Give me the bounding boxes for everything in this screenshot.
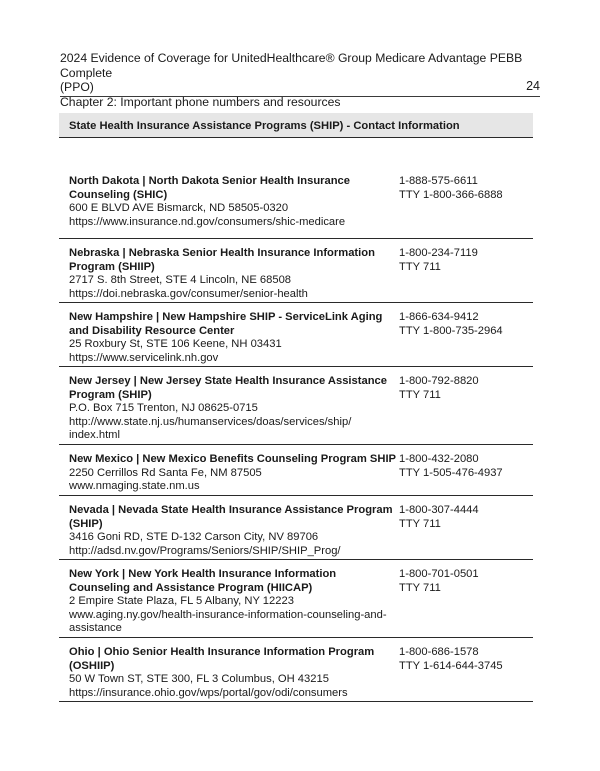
page-number: 24 bbox=[526, 79, 540, 93]
phone-cell bbox=[398, 646, 533, 701]
program-info-cell bbox=[59, 568, 398, 637]
program-name: Nevada | Nevada State Health Insurance Assistance Program (SHIP) bbox=[69, 504, 393, 530]
phone-cell bbox=[398, 375, 533, 444]
ship-contact-table bbox=[59, 113, 533, 702]
table-row bbox=[59, 445, 533, 496]
program-name: New Mexico | New Mexico Benefits Counseling Program SHIP bbox=[69, 453, 397, 465]
program-address: 2250 Cerrillos Rd Santa Fe, NM 87505 bbox=[69, 466, 262, 479]
document-title-line-2: (PPO) bbox=[60, 80, 94, 94]
phone-cell bbox=[398, 311, 533, 366]
phone-number: 1-800-701-0501 bbox=[399, 568, 479, 580]
program-name: New Jersey | New Jersey State Health Insurance Assistance Program (SHIP) bbox=[69, 375, 387, 401]
phone-cell bbox=[398, 504, 533, 559]
program-website-link[interactable]: https://doi.nebraska.gov/consumer/senior-health bbox=[69, 287, 308, 300]
header-divider bbox=[60, 96, 540, 97]
program-info-cell bbox=[59, 453, 398, 495]
phone-number: 1-800-307-4444 bbox=[399, 504, 479, 516]
tty-number: TTY 711 bbox=[399, 517, 441, 530]
program-name: North Dakota | North Dakota Senior Health Insurance Counseling (SHIC) bbox=[69, 175, 351, 201]
program-info-cell bbox=[59, 247, 398, 302]
phone-number: 1-800-686-1578 bbox=[399, 646, 479, 658]
program-website-link[interactable]: www.nmaging.state.nm.us bbox=[69, 480, 200, 492]
program-info-cell bbox=[59, 311, 398, 366]
tty-number: TTY 711 bbox=[399, 581, 441, 594]
program-name: New Hampshire | New Hampshire SHIP - ServiceLink Aging and Disability Resource Center bbox=[69, 311, 383, 337]
table-row bbox=[59, 239, 533, 303]
phone-number: 1-888-575-6611 bbox=[399, 175, 478, 187]
table-row bbox=[59, 303, 533, 367]
program-name: Nebraska | Nebraska Senior Health Insurance Information Program (SHIIP) bbox=[69, 247, 375, 273]
tty-number: TTY 711 bbox=[399, 388, 441, 401]
table-row bbox=[59, 560, 533, 638]
phone-cell bbox=[398, 247, 533, 302]
phone-number: 1-800-234-7119 bbox=[399, 247, 478, 259]
program-name: New York | New York Health Insurance Information Counseling and Assistance Program (HIICAP) bbox=[69, 568, 337, 594]
program-address: 25 Roxbury St, STE 106 Keene, NH 03431 bbox=[69, 338, 282, 350]
phone-number: 1-800-432-2080 bbox=[399, 453, 479, 465]
table-heading: State Health Insurance Assistance Programs (SHIP) - Contact Information bbox=[59, 113, 533, 138]
phone-number: 1-800-792-8820 bbox=[399, 375, 479, 387]
table-row bbox=[59, 367, 533, 445]
table-row bbox=[59, 138, 533, 239]
document-title-line-1: 2024 Evidence of Coverage for UnitedHealthcare® Group Medicare Advantage PEBB Complete bbox=[60, 51, 523, 80]
phone-cell bbox=[398, 568, 533, 637]
program-website-link[interactable]: http://www.state.nj.us/humanservices/doas/services/ship/ index.html bbox=[69, 415, 352, 441]
tty-number: TTY 1-800-366-6888 bbox=[399, 188, 503, 201]
program-website-link[interactable]: www.aging.ny.gov/health-insurance-information-counseling-and-assistance bbox=[69, 608, 387, 634]
program-address: 2 Empire State Plaza, FL 5 Albany, NY 12223 bbox=[69, 595, 294, 607]
program-address: 2717 S. 8th Street, STE 4 Lincoln, NE 68508 bbox=[69, 274, 292, 286]
program-info-cell bbox=[59, 504, 398, 559]
program-website-link[interactable]: https://www.servicelink.nh.gov bbox=[69, 351, 219, 364]
program-address: P.O. Box 715 Trenton, NJ 08625-0715 bbox=[69, 402, 258, 414]
chapter-title: Chapter 2: Important phone numbers and resources bbox=[60, 94, 341, 109]
program-address: 600 E BLVD AVE Bismarck, ND 58505-0320 bbox=[69, 202, 289, 214]
program-name: Ohio | Ohio Senior Health Insurance Information Program (OSHIIP) bbox=[69, 646, 375, 672]
program-website-link[interactable]: https://www.insurance.nd.gov/consumers/shic-medicare bbox=[69, 215, 346, 228]
table-row bbox=[59, 496, 533, 560]
tty-number: TTY 711 bbox=[399, 260, 441, 273]
phone-number: 1-866-634-9412 bbox=[399, 311, 479, 323]
phone-cell bbox=[398, 453, 533, 495]
program-info-cell bbox=[59, 646, 398, 701]
program-address: 50 W Town ST, STE 300, FL 3 Columbus, OH 43215 bbox=[69, 673, 329, 685]
tty-number: TTY 1-800-735-2964 bbox=[399, 324, 503, 337]
table-row bbox=[59, 638, 533, 702]
program-website-link[interactable]: http://adsd.nv.gov/Programs/Seniors/SHIP/SHIP_Prog/ bbox=[69, 544, 341, 557]
tty-number: TTY 1-505-476-4937 bbox=[399, 466, 503, 479]
program-info-cell bbox=[59, 375, 398, 444]
program-address: 3416 Goni RD, STE D-132 Carson City, NV 89706 bbox=[69, 531, 319, 543]
document-header bbox=[60, 51, 540, 109]
program-info-cell bbox=[59, 175, 398, 238]
tty-number: TTY 1-614-644-3745 bbox=[399, 659, 503, 672]
program-website-link[interactable]: https://insurance.ohio.gov/wps/portal/gov/odi/consumers bbox=[69, 686, 348, 699]
phone-cell bbox=[398, 175, 533, 238]
